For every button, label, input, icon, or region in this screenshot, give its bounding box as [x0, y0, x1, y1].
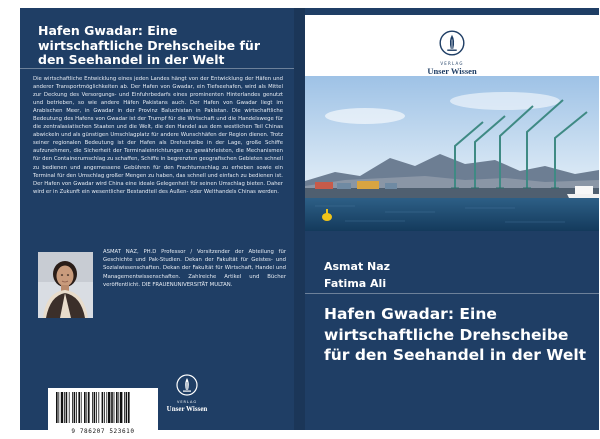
barcode-bar [114, 392, 115, 423]
front-cover-top-band [305, 8, 599, 15]
barcode-bar [116, 392, 118, 423]
barcode-bar [76, 392, 77, 423]
front-cover-title: Hafen Gwadar: Eine wirtschaftliche Drehscheibe für den Seehandel in der Welt [324, 305, 587, 364]
back-cover-divider [20, 68, 294, 69]
back-cover-blurb: Die wirtschaftliche Entwicklung eines jeden Landes hängt von der Entwicklung der Häfen und anderer Transportmöglichkeiten ab. Der Hafen von Gwadar, ein Tiefseehafen, wird als Mittel zur Deckung des Versorgungs- und Einfuhrbedarfs eines prominenten Hinterlandes genutzt und betrieben, so wie andere Häfen Pakistans auch. Der Hafen von Gwadar liegt im Arabischen Meer, in Gwadar in der Provinz Baluchistan in Pakistan. Die wirtschaftliche Bedeutung des Hafens von Gwadar ist der Trumpf für die Wirtschaft und die Handelswege für die zentralasiatischen Staaten und die Welt, die den Handel aus dem westlichen Teil Chinas abwickeln und als günstigen Umschlagplatz für andere Wunschhäfen der Region dienen. Trotz seiner regionalen Bedeutung ist der Hafen als Drehscheibe in der Lage, große Schiffe aufzunehmen, die Sicherheit der Terminaleinrichtungen zu gewährleisten, die Mechanismen für den Containerumschlag zu schaffen, Schiffe in begrenzten geografischen Gebieten schnell zu bedienen und angemessene Gebühren für den Frachtumschlag zu erheben sowie ein Terminal für den Umschlag großer Mengen zu haben, das schnell und einfach zu bedienen ist. Der Hafen von Gwadar wird China eine ideale Gelegenheit für seinen Umschlag bieten. Daher wird er in Zukunft ein wesentlicher Bestandteil des Außen- oder Welthandels Chinas werden. [33, 76, 283, 195]
front-cover [305, 8, 599, 430]
barcode-bars-icon [54, 392, 152, 423]
barcode-bar [98, 392, 99, 423]
isbn-digits: 9 786207 523610 [71, 428, 135, 435]
isbn-barcode [48, 388, 158, 434]
barcode-bar [56, 392, 58, 423]
author-portrait-icon [38, 252, 93, 318]
barcode-bar [92, 392, 93, 423]
barcode-bar [74, 392, 76, 423]
barcode-bar [120, 392, 122, 423]
barcode-bar [64, 392, 65, 423]
front-cover-divider [305, 293, 599, 294]
back-publisher-name: Unser Wissen [166, 405, 208, 413]
barcode-bar [104, 392, 105, 423]
barcode-bar [108, 392, 110, 423]
barcode-bar [118, 392, 119, 423]
author-name: Fatima Ali [324, 277, 387, 290]
barcode-bar [66, 392, 68, 423]
barcode-bar [128, 392, 130, 423]
book-spine [294, 8, 305, 430]
quill-pen-in-circle-icon [439, 30, 465, 56]
barcode-bar [106, 392, 107, 423]
front-cover-authors [324, 258, 390, 292]
barcode-bar [78, 392, 80, 423]
back-publisher-logo [157, 374, 217, 413]
barcode-bar [61, 392, 63, 423]
author-portrait-photo [38, 252, 93, 318]
barcode-bar [94, 392, 96, 423]
barcode-bar [58, 392, 59, 423]
barcode-bar [88, 392, 90, 423]
author-bio: ASMAT NAZ, PH.D Professor / Vorsitzender der Abteilung für Geschichte und Pak-Studien. Dekan der Fakultät für Geistes- und Sozialwissenschaften. Dekan der Fakultät für Wirtschaft, Handel und Managementwissenschaften. Zahlreiche Artikel und Bücher veröffentlicht. DIE FRAUENUNIVERSITÄT MULTAN. [103, 249, 286, 288]
barcode-bar [111, 392, 113, 423]
barcode-bar [102, 392, 104, 423]
back-cover [20, 8, 294, 435]
barcode-bar [126, 392, 128, 423]
front-publisher-name: Unser Wissen [427, 66, 477, 76]
harbor-scene-icon [305, 76, 599, 231]
quill-pen-in-circle-icon [176, 374, 198, 396]
barcode-bar [96, 392, 97, 423]
author-name: Asmat Naz [324, 260, 391, 273]
barcode-bar [81, 392, 82, 423]
barcode-bar [84, 392, 86, 423]
front-publisher-logo [415, 30, 489, 76]
front-publisher-verlag: VERLAG [440, 61, 464, 66]
harbor-cranes-photo [305, 76, 599, 231]
barcode-bar [124, 392, 125, 423]
barcode-bar [86, 392, 87, 423]
barcode-bar [69, 392, 70, 423]
back-publisher-verlag: VERLAG [176, 400, 198, 404]
barcode-bar [72, 392, 73, 423]
back-cover-title: Hafen Gwadar: Eine wirtschaftliche Drehscheibe für den Seehandel in der Welt [38, 23, 260, 67]
